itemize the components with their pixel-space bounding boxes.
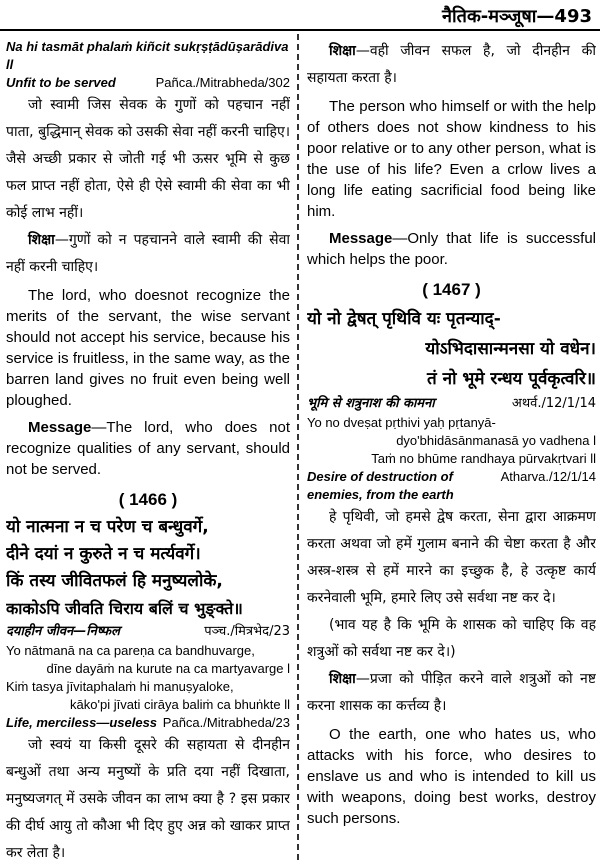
reference-label: Life, merciless—useless [6,715,158,730]
verse-line: काकोऽपि जीवति चिराय बलिं च भुङ्क्ते॥ [6,599,243,618]
hindi-reference-source: पञ्च./मित्रभेद/23 [204,624,290,639]
column-divider [297,34,300,860]
message-label: Message [28,419,92,436]
hindi-reference-line [6,622,290,642]
reference-source: Pañca./Mitrabheda/23 [162,715,290,730]
shiksha-paragraph [6,227,290,281]
verse-line: यो नात्मना न च परेण च बन्धुवर्गे, [6,517,209,537]
shiksha-label: शिक्षा [329,671,356,687]
reference-label: Unfit to be served [6,75,116,90]
shiksha-paragraph [307,38,596,92]
hindi-paragraph: (भाव यह है कि भूमि के शासक को चाहिए कि वह शत्रुओं को सर्वथा नष्ट कर दे।) [307,617,596,660]
verse-line: दीने दयां न कुरुते न च मर्त्यवर्गे। [6,544,201,564]
english-paragraph: The lord, who doesnot recognize the merits of the servant, the wise servant should not accept his service, because his service is fruitless, in the same way, as the barren land gives no fruit even being well ploughed. [6,287,290,409]
verse-line: योऽभिदासान्मनसा यो वधेन। [425,339,596,359]
message-paragraph [6,417,290,480]
reference-line [6,714,290,732]
message-label: Message [329,230,393,247]
right-column [307,38,596,862]
verse-line: तं नो भूमे रन्धय पूर्वकृत्वरि॥ [427,369,596,389]
translit-line: dīne dayāṁ na kurute na ca martyavarge l [46,661,290,676]
shiksha-text: —वही जीवन सफल है, जो दीनहीन की सहायता करता है। [307,43,596,86]
shiksha-label: शिक्षा [329,43,356,59]
translit-top-line: Na hi tasmāt phalaṁ kiñcit sukṛṣṭādūṣarādiva ll [6,39,289,72]
translit-line: Kiṁ tasya jīvitaphalaṁ hi manuṣyaloke, [6,679,234,694]
english-paragraph: The person who himself or with the help of others does not show kindness to his poor relative or to any other person, what is the use of his life? Even a crlow lives a long life eating sacrificial food being like him. [307,98,596,220]
left-column [6,38,290,862]
shiksha-paragraph [307,666,596,720]
hindi-paragraph: हे पृथिवी, जो हमसे द्वेष करता, सेना द्वारा आक्रमण करता अथवा जो हमें गुलाम बनाने की चेष्टा करता है और अस्त्र-शस्त्र से हमें मारने का इच्छुक है, हे उत्कृष्ट कार्य करनेवाली भूमि, हमारे लिए उसे सर्वथा नष्ट कर दे। [307,509,596,606]
message-paragraph [307,228,596,270]
shiksha-label: शिक्षा [28,232,55,248]
message-text: —Only that life is successful which helps the poor. [307,230,596,268]
translit-line: Taṁ no bhūme randhaya pūrvakṛtvari ll [371,451,596,466]
hindi-reference-source: अथर्व./12/1/14 [511,396,596,411]
header-rule [0,29,600,31]
hindi-reference-label: भूमि से शत्रुनाश की कामना [307,396,435,411]
hindi-paragraph: जो स्वामी जिस सेवक के गुणों को पहचान नहीं पाता, बुद्धिमान् सेवक को उसकी सेवा नहीं करनी चाहिए। जैसे अच्छी प्रकार से जोती गई भी ऊसर भूमि से कुछ फल प्राप्त नहीं होता, ऐसे ही ऐसे स्वामी की सेवा का भी कोई लाभ नहीं। [6,97,290,221]
hindi-paragraph: जो स्वयं या किसी दूसरे की सहायता से दीनहीन बन्धुओं तथा अन्य मनुष्यों के प्रति दया नहीं दिखाता, मनुष्यजगत् में उसके जीवन का लाभ क्या है ? इस प्रकार की दीर्घ आयु तो कौआ भी दिए हुए अन्न को खाकर प्राप्त कर लेता है। [6,737,290,861]
hindi-reference-line [307,394,596,414]
message-text: —The lord, who does not recognize qualities of any servant, should not be served. [6,419,290,478]
translit-line: kāko'pi jīvati cirāya baliṁ ca bhuṅkte ll [70,697,290,712]
reference-label: Desire of destruction of [307,469,453,484]
translit-line: Yo no dveṣat pṛthivi yaḥ pṛtanyā- [307,415,496,430]
verse-line: किं तस्य जीवितफलं हि मनुष्यलोके, [6,571,223,591]
hindi-reference-label: दयाहीन जीवन—निष्फल [6,624,120,639]
shiksha-text: —गुणों को न पहचानने वाले स्वामी की सेवा नहीं करनी चाहिए। [6,232,290,275]
reference-source: Pañca./Mitrabheda/302 [155,75,290,90]
verse-number: ( 1466 ) [118,490,178,509]
english-paragraph: O the earth, one who hates us, who attacks with his force, who desires to enslave us and who is intended to kill us with weapons, doing best works, destroy such persons. [307,726,596,827]
verse-line: यो नो द्वेषत् पृथिवि यः पृतन्याद्- [307,309,501,329]
shiksha-text: —प्रजा को पीड़ित करने वाले शत्रुओं को नष्ट करना शासक का कर्त्तव्य है। [307,671,596,714]
page-header [0,0,600,30]
reference-label-continued: enemies, from the earth [307,487,454,502]
reference-line [307,468,596,486]
translit-line: Yo nātmanā na ca pareṇa ca bandhuvarge, [6,643,255,658]
reference-source: Atharva./12/1/14 [500,469,596,484]
running-head-title: नैतिक-मञ्जूषा—493 [442,6,592,27]
reference-line [6,74,290,92]
translit-line: dyo'bhidāsānmanasā yo vadhena l [396,433,596,448]
verse-number: ( 1467 ) [422,280,481,299]
